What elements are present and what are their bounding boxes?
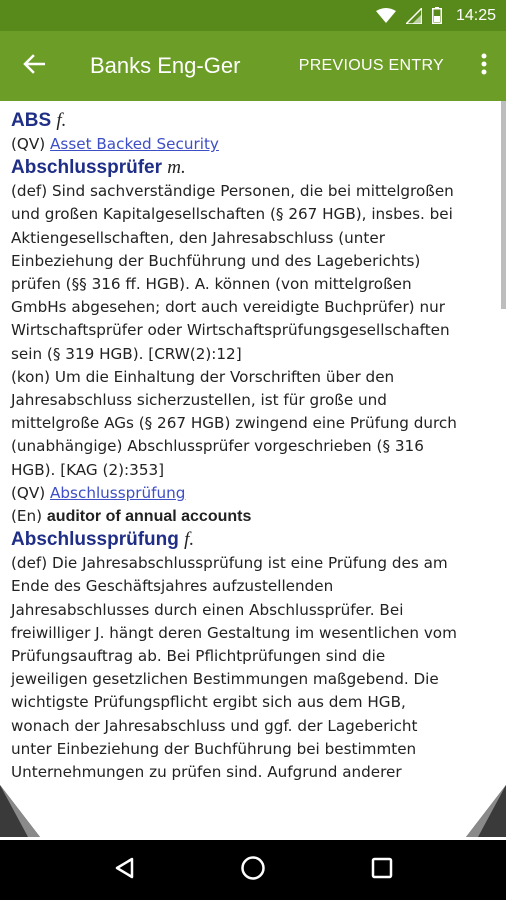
signal-icon — [406, 8, 422, 24]
entry-headword — [11, 109, 506, 133]
back-button[interactable] — [0, 31, 68, 101]
definition-line: (def) Die Jahresabschlussprüfung ist eine Prüfung des am — [11, 554, 448, 573]
english-line — [11, 505, 506, 528]
dictionary-content[interactable] — [0, 101, 506, 785]
definition-line: Prüfungsauftrag ab. Bei Pflichtprüfungen sind die — [11, 647, 386, 666]
nav-recents-button[interactable] — [362, 850, 402, 890]
headword-text: ABS — [11, 110, 52, 131]
context-line: (unabhängige) Abschlussprüfer vorgeschrieben (§ 316 — [11, 437, 424, 456]
definition-line: sein (§ 319 HGB). [CRW(2):12] — [11, 344, 242, 363]
circle-home-icon — [240, 855, 266, 885]
context-line: mittelgroße AGs (§ 267 HGB) zwingend eine Prüfung durch — [11, 414, 457, 433]
definition-line: Wirtschaftsprüfer oder Wirtschaftsprüfungsgesellschaften — [11, 321, 450, 340]
qv-link[interactable]: Asset Backed Security — [50, 135, 219, 153]
definition-line: freiwilliger J. hängt deren Gestaltung im wesentlichen vom — [11, 623, 457, 642]
battery-icon — [432, 7, 442, 24]
nav-back-button[interactable] — [104, 850, 144, 890]
qv-line — [11, 133, 506, 156]
page-curl-strip — [0, 785, 506, 837]
grammar-label: f. — [184, 529, 195, 551]
app-title: Banks Eng-Ger — [90, 53, 241, 78]
page-curl-left-icon — [0, 785, 40, 837]
app-bar — [0, 31, 506, 101]
definition-line: jeweiligen gesetzlichen Bestimmungen maßgebend. Die — [11, 670, 439, 689]
definition-line: Einbeziehung der Buchführung und des Lageberichts) — [11, 251, 421, 270]
headword-text: Abschlussprüfer — [11, 157, 162, 179]
square-recents-icon — [371, 857, 393, 883]
grammar-label: m. — [167, 157, 186, 179]
status-time: 14:25 — [455, 6, 496, 24]
more-options-button[interactable] — [462, 31, 506, 101]
qv-link[interactable]: Abschlussprüfung — [50, 483, 186, 502]
context-line: HGB). [KAG (2):353] — [11, 460, 165, 479]
definition-line: (def) Sind sachverständige Personen, die bei mittelgroßen — [11, 182, 454, 201]
definition-line: Aktiengesellschaften, den Jahresabschluss (unter — [11, 228, 385, 247]
status-bar — [0, 0, 506, 31]
english-translation: auditor of annual accounts — [46, 508, 252, 526]
grammar-label: f. — [56, 110, 67, 131]
definition-line: Jahresabschlusses durch einen Abschlussprüfer. Bei — [11, 600, 404, 619]
scrollbar[interactable] — [501, 101, 506, 309]
en-prefix: (En) — [11, 507, 43, 526]
nav-home-button[interactable] — [233, 850, 273, 890]
definition-line: Ende des Geschäftsjahres aufzustellenden — [11, 577, 334, 596]
previous-entry-button[interactable]: PREVIOUS ENTRY — [298, 57, 444, 74]
definition-line: GmbHs abgesehen; dort auch vereidigte Buchprüfer) nur — [11, 298, 445, 317]
entry-headword — [11, 528, 506, 552]
more-vert-icon — [481, 53, 487, 79]
triangle-back-icon — [114, 857, 134, 883]
definition-line: Unternehmungen zu prüfen sind. Aufgrund anderer — [11, 763, 402, 782]
qv-prefix: (QV) — [11, 135, 46, 153]
definition-line: wichtigste Prüfungspflicht ergibt sich aus dem HGB, — [11, 693, 406, 712]
definition-line: prüfen (§§ 316 ff. HGB). A. können (von mittelgroßen — [11, 275, 412, 294]
definition-line: unter Einbeziehung der Buchführung bei bestimmten — [11, 739, 417, 758]
definition-line: wonach der Jahresabschluss und ggf. der Lagebericht — [11, 716, 418, 735]
context-line: (kon) Um die Einhaltung der Vorschriften über den — [11, 367, 395, 386]
headword-text: Abschlussprüfung — [11, 529, 179, 551]
wifi-icon — [376, 8, 396, 24]
definition-line: und großen Kapitalgesellschaften (§ 267 HGB), insbes. bei — [11, 205, 453, 224]
page-curl-right-icon — [466, 785, 506, 837]
entry-headword — [11, 156, 506, 180]
qv-prefix: (QV) — [11, 483, 46, 502]
system-nav-bar — [0, 840, 506, 900]
context-line: Jahresabschluss sicherzustellen, ist für große und — [11, 391, 387, 410]
qv-line — [11, 482, 506, 505]
arrow-left-icon — [23, 54, 45, 78]
